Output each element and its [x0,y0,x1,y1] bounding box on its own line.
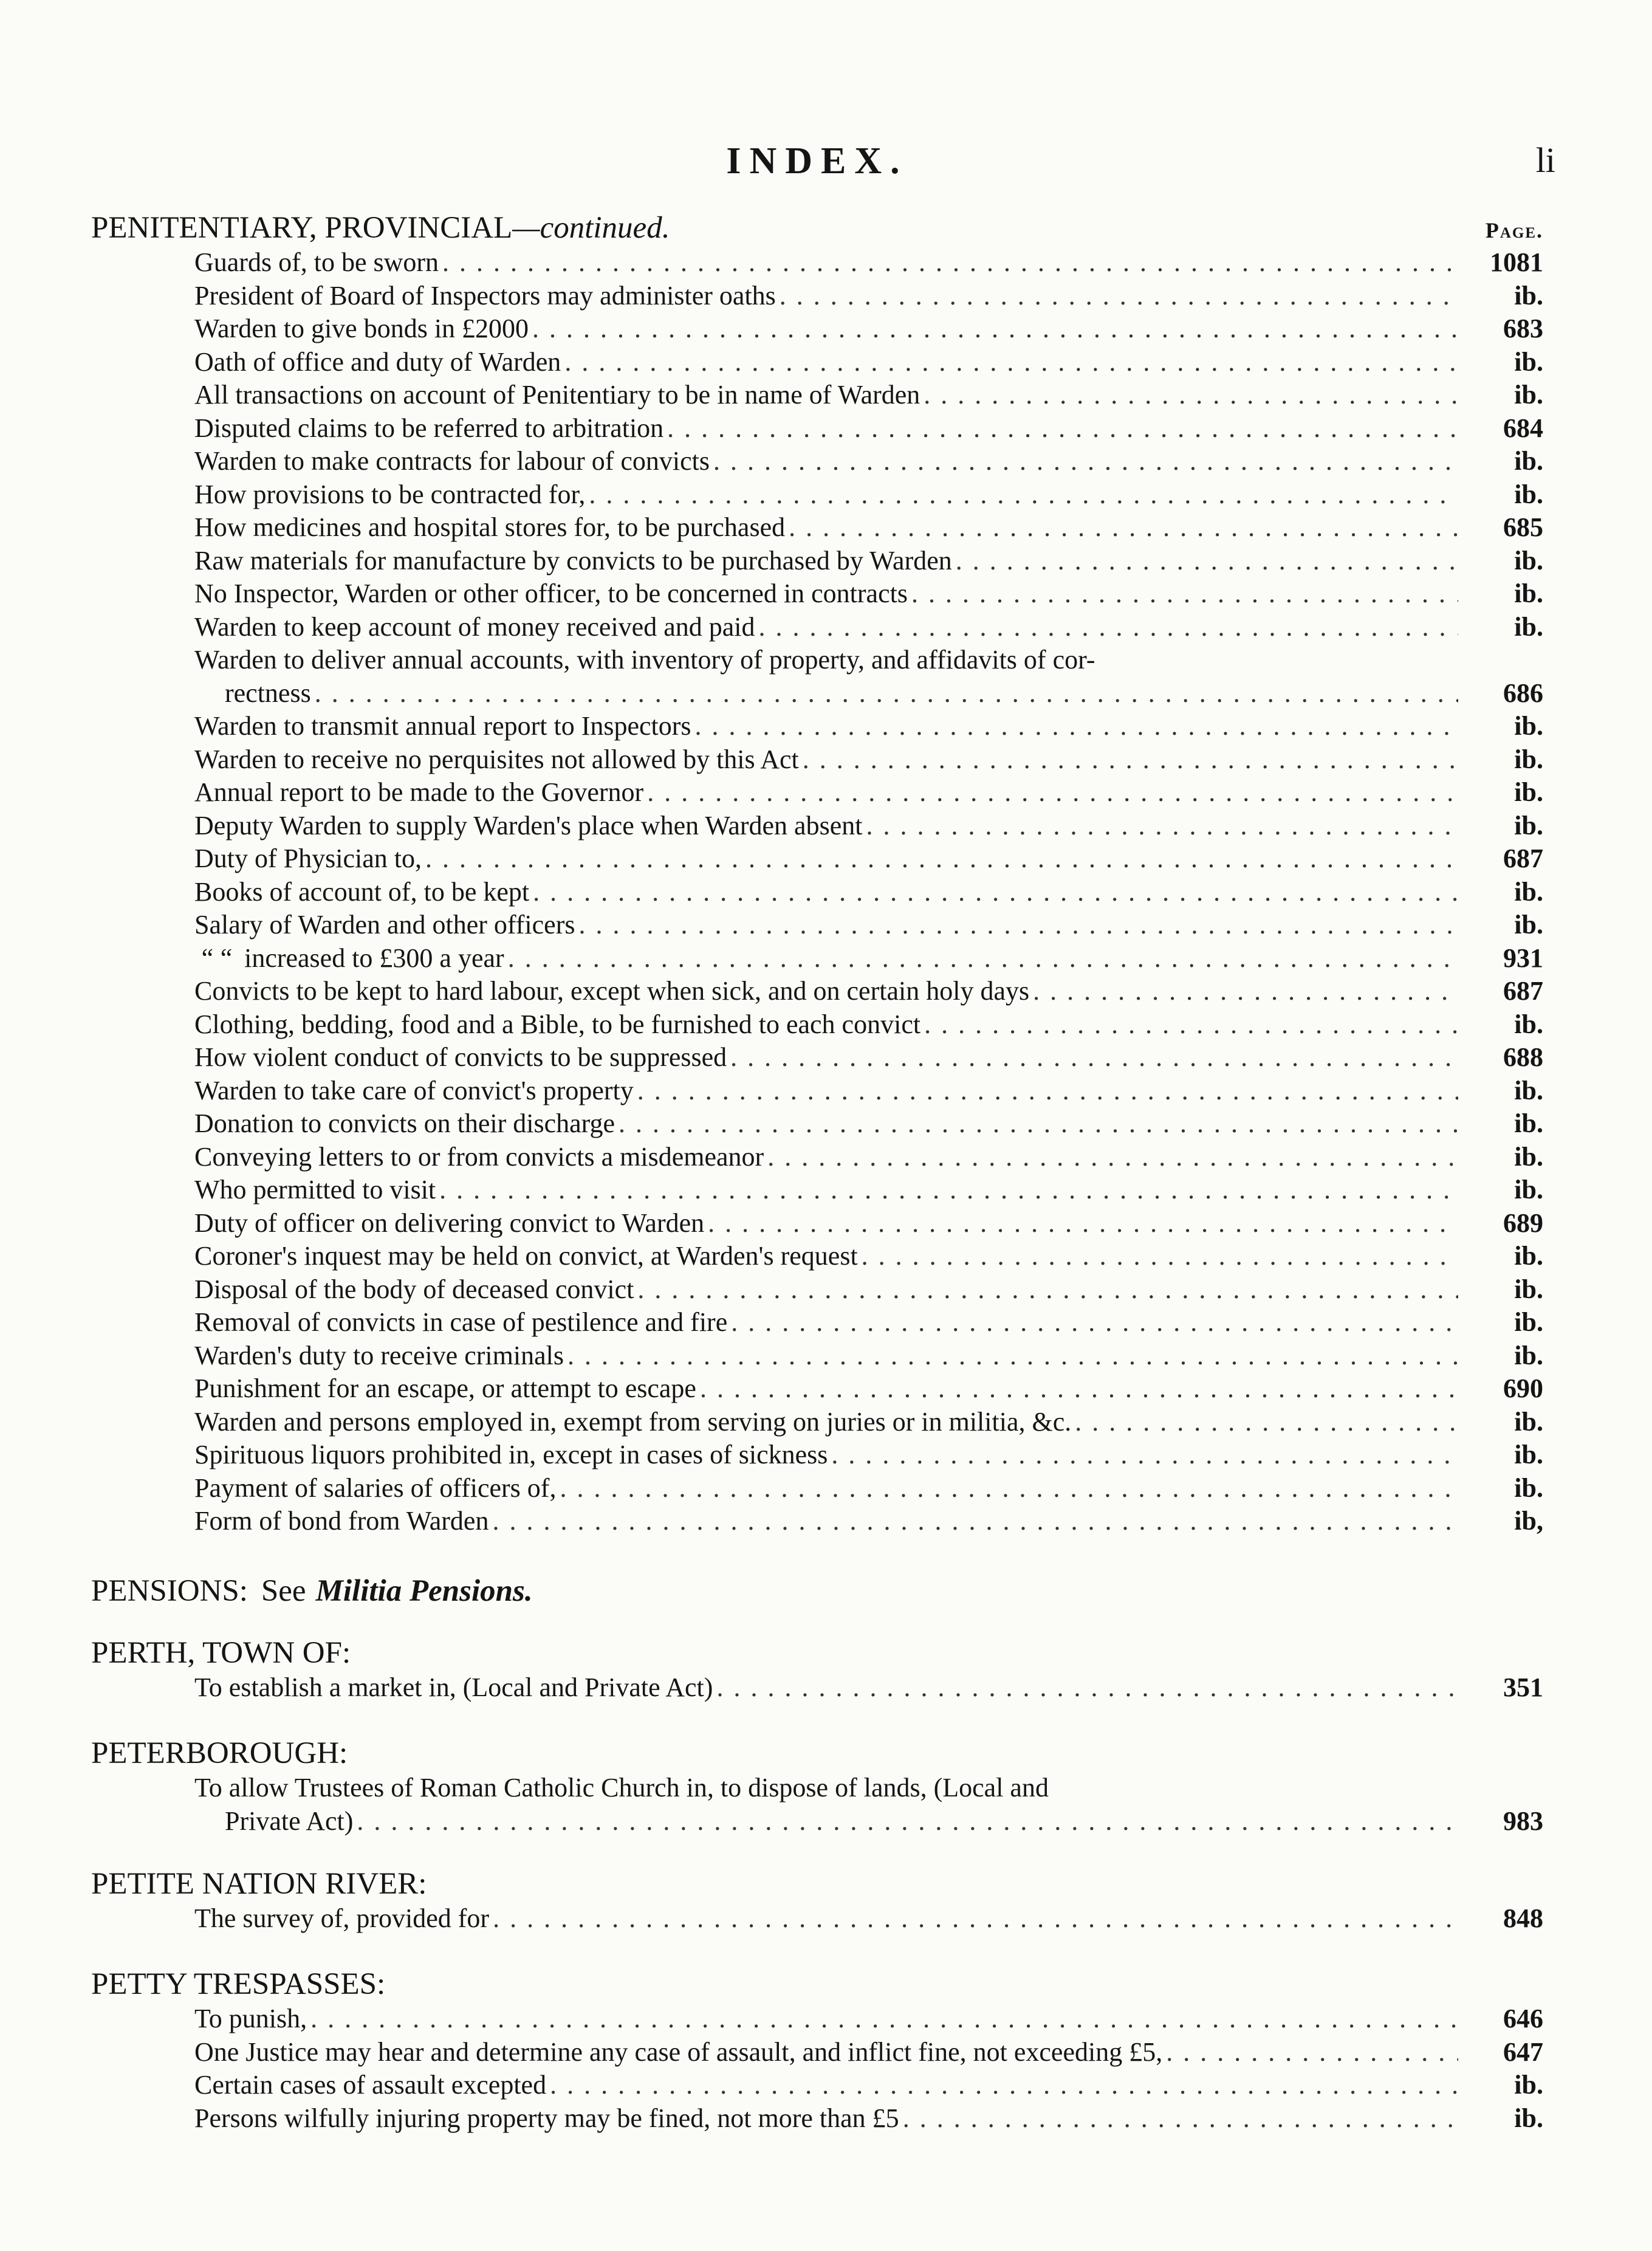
index-section-pensions [91,1573,1543,1609]
entry-page: 848 [1503,1903,1543,1933]
dot-leader [546,2069,1458,2102]
entry-list [194,246,1543,1538]
entry-text: Clothing, bedding, food and a Bible, to be furnished to each convict [194,1009,921,1039]
index-section-petite-nation-river [91,1866,1543,1936]
entry-page: 686 [1503,678,1543,708]
entry-page: ib. [1514,1473,1543,1503]
entry-page: ib. [1514,1307,1543,1337]
entry-text: Spirituous liquors prohibited in, except in cases of sickness [194,1440,828,1469]
index-entry [194,1273,1543,1307]
entry-page: ib. [1514,1108,1543,1138]
dot-leader [634,1273,1458,1307]
dot-leader [585,478,1458,512]
entry-page: ib. [1514,1241,1543,1271]
dot-leader [1071,1406,1458,1439]
entry-text: Punishment for an escape, or attempt to escape [194,1373,696,1403]
entry-text: Salary of Warden and other officers [194,910,575,940]
entry-page: ib. [1514,711,1543,741]
entry-page: 684 [1503,413,1543,443]
dot-leader [920,1008,1458,1042]
section-heading-text: PETTY TRESPASSES: [91,1967,386,2001]
entry-text: Who permitted to visit [194,1175,436,1205]
entry-text: Raw materials for manufacture by convicts to be purchased by Warden [194,545,952,576]
section-heading-text: PENSIONS: [91,1574,248,1608]
dot-leader [504,942,1458,975]
index-entry [194,577,1543,611]
entry-text: Warden to give bonds in £2000 [194,314,529,343]
index-entry [194,1671,1543,1705]
index-entry [194,876,1543,909]
section-heading-continued: —continued. [512,211,670,245]
entry-continuation-text: Private Act) [225,1806,354,1836]
entry-page: ib, [1514,1506,1543,1536]
section-heading [91,210,1543,246]
dot-leader [755,611,1459,644]
entry-text: One Justice may hear and determine any case of assault, and inflict fine, not exceeding £5, [194,2036,1163,2067]
entry-page: ib. [1514,1175,1543,1205]
index-entry [194,1041,1543,1074]
index-entry-ditto [194,942,1543,975]
entry-page: ib. [1514,1340,1543,1370]
index-entry [194,511,1543,545]
dot-leader [899,2102,1458,2136]
entry-text: To allow Trustees of Roman Catholic Church in, to dispose of lands, (Local and [194,1773,1049,1803]
entry-page: ib. [1514,479,1543,509]
entry-page: ib. [1514,1009,1543,1039]
index-entry [194,1406,1543,1439]
entry-text: To punish, [194,2004,307,2033]
entry-text: To establish a market in, (Local and Private Act) [194,1672,713,1702]
dot-leader [663,412,1458,445]
dot-leader [488,1505,1458,1538]
entry-text: Warden to transmit annual report to Inspectors [194,711,691,741]
dot-leader [799,743,1458,777]
dot-leader [615,1107,1458,1141]
index-entry [194,346,1543,379]
see-reference: Militia Pensions. [315,1574,533,1608]
entry-page: ib. [1514,1141,1543,1172]
index-entry [194,909,1543,942]
entry-continuation-text: rectness [225,678,311,708]
entry-text: Warden to keep account of money received and paid [194,611,755,642]
entry-page: ib. [1514,810,1543,840]
entry-text: Warden and persons employed in, exempt from serving on juries or in militia, &c. [194,1406,1072,1437]
index-entry [194,445,1543,478]
entry-text: Deputy Warden to supply Warden's place when Warden absent [194,810,863,840]
index-entry [194,1505,1543,1538]
dot-leader [1162,2036,1458,2069]
index-section-petty-trespasses [91,1966,1543,2135]
ditto-mark: “ [220,943,233,973]
index-entry [194,710,1543,743]
entry-text: Duty of officer on delivering convict to Warden [194,1208,705,1238]
entry-text: How medicines and hospital stores for, to be purchased [194,512,786,542]
dot-leader [920,379,1458,412]
index-entry [194,611,1543,644]
dot-leader [908,577,1458,611]
dot-leader [643,776,1458,809]
index-entry [194,1902,1543,1936]
entry-list [194,1772,1543,1838]
index-entry [194,478,1543,512]
index-entry [194,1472,1543,1505]
dot-leader [704,1207,1458,1240]
entry-page: 688 [1503,1042,1543,1072]
index-entry [194,379,1543,412]
dot-leader [776,280,1458,313]
index-entry [194,776,1543,809]
dot-leader [307,2002,1458,2036]
entry-page: ib. [1514,1440,1543,1469]
entry-page: ib. [1514,876,1543,907]
index-entry [194,280,1543,313]
index-entry [194,975,1543,1008]
entry-page: ib. [1514,1406,1543,1437]
entry-text: Certain cases of assault excepted [194,2070,547,2100]
entry-page: 690 [1503,1373,1543,1403]
dot-leader [561,346,1458,379]
entry-text: Warden to deliver annual accounts, with inventory of property, and affidavits of cor- [194,645,1095,675]
dot-leader [727,1041,1458,1074]
dot-leader [952,545,1458,578]
entry-list [194,1671,1543,1705]
index-entry [194,545,1543,578]
entry-text: No Inspector, Warden or other officer, to be concerned in contracts [194,579,908,608]
index-entry-continuation [194,1805,1543,1838]
entry-text: Warden's duty to receive criminals [194,1340,564,1370]
dot-leader [710,445,1458,478]
entry-text: Removal of convicts in case of pestilence and fire [194,1307,728,1337]
section-heading [91,1735,1543,1772]
index-entry [194,2002,1543,2036]
section-heading-text: PETITE NATION RIVER: [91,1867,427,1901]
entry-page: ib. [1514,380,1543,410]
section-heading [91,1966,1543,2002]
entry-text: increased to £300 a year [244,943,504,973]
dot-leader [422,842,1458,876]
entry-text: Persons wilfully injuring property may be fined, not more than £5 [194,2103,899,2133]
entry-page: ib. [1514,1075,1543,1105]
entry-page: ib. [1514,744,1543,774]
page-number: li [1535,140,1555,180]
entry-page: ib. [1514,446,1543,476]
dot-leader [439,246,1458,280]
index-entry [194,1438,1543,1472]
entry-list [194,1902,1543,1936]
dot-leader [727,1306,1458,1339]
entry-page: ib. [1514,346,1543,377]
entry-page: 646 [1503,2004,1543,2033]
index-entry [194,1008,1543,1042]
page-header [91,140,1555,207]
index-entry [194,412,1543,445]
dot-leader [764,1141,1458,1174]
index-entry-continuation [194,677,1543,710]
dot-leader [858,1240,1458,1273]
dot-leader [634,1074,1458,1108]
entry-page: ib. [1514,579,1543,608]
index-entry [194,1141,1543,1174]
dot-leader [436,1174,1458,1207]
index-entry [194,246,1543,280]
entry-text: Form of bond from Warden [194,1506,489,1536]
index-entry [194,1207,1543,1240]
entry-text: The survey of, provided for [194,1903,490,1933]
entry-text: Guards of, to be sworn [194,247,439,277]
dot-leader [785,511,1458,545]
entry-page: 683 [1503,314,1543,343]
dot-leader [564,1339,1458,1373]
entry-page: ib. [1514,1274,1543,1304]
dot-leader [713,1671,1458,1705]
entry-page: ib. [1514,2103,1543,2133]
index-entry [194,2102,1543,2136]
entry-page: 685 [1503,512,1543,542]
entry-text: Books of account of, to be kept [194,876,530,907]
entry-text: Coroner's inquest may be held on convict, at Warden's request [194,1241,858,1271]
entry-text: How violent conduct of convicts to be suppressed [194,1042,727,1072]
entry-text: Warden to make contracts for labour of convicts [194,446,710,476]
index-entry [194,2069,1543,2102]
dot-leader [529,312,1458,346]
entry-page: 1081 [1490,247,1543,277]
dot-leader [828,1438,1458,1472]
dot-leader [1029,975,1458,1008]
entry-text: Oath of office and duty of Warden [194,346,561,377]
entry-text: Annual report to be made to the Governor [194,777,644,807]
entry-page: ib. [1514,2070,1543,2100]
index-section-peterborough [91,1735,1543,1838]
entry-text: Disputed claims to be referred to arbitration [194,413,664,443]
entry-page: 687 [1503,976,1543,1006]
index-section-perth [91,1635,1543,1705]
entry-page: 687 [1503,844,1543,873]
entry-text: Convicts to be kept to hard labour, except when sick, and on certain holy days [194,976,1030,1006]
entry-list [194,2002,1543,2135]
entry-page: ib. [1514,280,1543,311]
dot-leader [862,809,1458,843]
index-entry [194,809,1543,843]
entry-text: Conveying letters to or from convicts a misdemeanor [194,1141,764,1172]
section-heading-text: PERTH, TOWN OF: [91,1636,351,1670]
ditto-mark: “ [201,943,214,973]
section-heading [91,1866,1543,1902]
section-heading [91,1573,1543,1609]
page-column-label: Page. [1485,218,1543,242]
entry-page: 983 [1503,1806,1543,1836]
index-entry [194,1074,1543,1108]
entry-text: How provisions to be contracted for, [194,479,586,509]
index-section-penitentiary [91,210,1543,1538]
entry-text: Disposal of the body of deceased convict [194,1274,634,1304]
index-entry [194,312,1543,346]
index-entry [194,1339,1543,1373]
index-entry [194,2036,1543,2069]
index-entry [194,1372,1543,1406]
dot-leader [691,710,1458,743]
page-title: INDEX. [726,140,908,182]
entry-page: 351 [1503,1672,1543,1702]
dot-leader [696,1372,1458,1406]
entry-page: ib. [1514,545,1543,576]
entry-page: ib. [1514,611,1543,642]
section-heading [91,1635,1543,1671]
index-entry [194,1174,1543,1207]
entry-text: Donation to convicts on their discharge [194,1108,615,1138]
dot-leader [556,1472,1458,1505]
entry-text: Payment of salaries of officers of, [194,1473,557,1503]
dot-leader [311,677,1458,710]
index-entry [194,1107,1543,1141]
entry-text: President of Board of Inspectors may administer oaths [194,280,776,311]
index-entry [194,842,1543,876]
section-heading-text: PETERBOROUGH: [91,1736,348,1770]
dot-leader [353,1805,1458,1838]
dot-leader [489,1902,1458,1936]
entry-page: 689 [1503,1208,1543,1238]
see-label: See [261,1574,306,1608]
entry-page: ib. [1514,910,1543,940]
entry-text: All transactions on account of Penitentiary to be in name of Warden [194,380,920,410]
index-entry [194,743,1543,777]
index-entry [194,1306,1543,1339]
section-heading-text: PENITENTIARY, PROVINCIAL [91,211,513,245]
entry-page: ib. [1514,777,1543,807]
entry-page: 647 [1503,2036,1543,2067]
entry-text: Warden to receive no perquisites not allowed by this Act [194,744,799,774]
dot-leader [529,876,1458,909]
entry-text: Warden to take care of convict's property [194,1075,634,1105]
index-entry [194,1240,1543,1273]
dot-leader [575,909,1458,942]
entry-text: Duty of Physician to, [194,844,422,873]
entry-page: 931 [1503,943,1543,973]
